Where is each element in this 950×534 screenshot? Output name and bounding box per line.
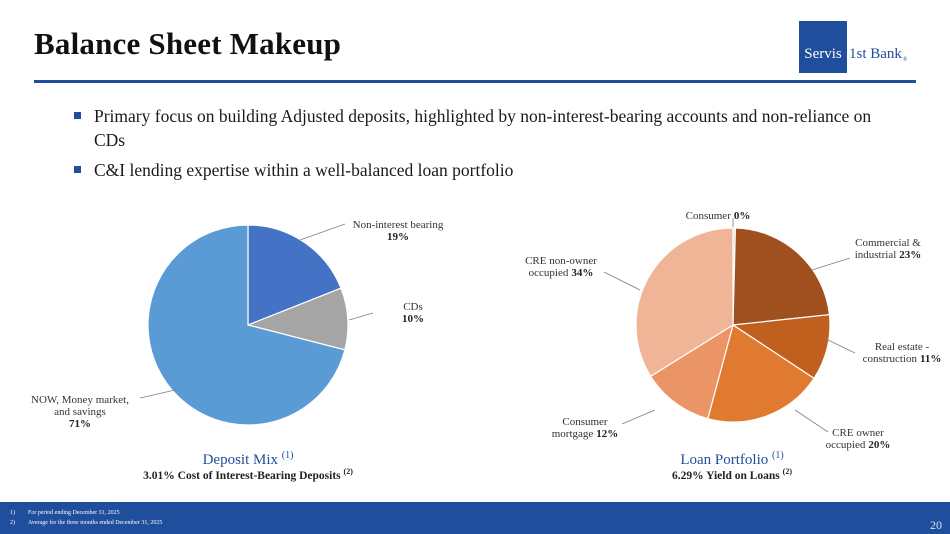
loan-portfolio-title-text: Loan Portfolio: [680, 452, 769, 468]
deposit-mix-title-text: Deposit Mix: [202, 452, 278, 468]
loan-portfolio-subtitle-note: (2): [782, 467, 792, 476]
slice-label: CRE non-owner occupied 34%: [525, 255, 597, 279]
leader-line: [349, 313, 373, 320]
loan-portfolio-subtitle: [632, 467, 832, 482]
leader-line: [828, 340, 855, 353]
logo-mark: ®: [902, 57, 908, 63]
slice-label: CDs 10%: [402, 301, 424, 325]
slice-label: Real estate -construction 11%: [862, 341, 942, 365]
loan-portfolio-title-note: (1): [771, 450, 784, 461]
logo-name: 1st Bank: [849, 46, 902, 62]
loan-portfolio-pie: [525, 210, 941, 451]
footnote-number: 2): [10, 520, 15, 526]
deposit-mix-title-note: (1): [281, 450, 294, 461]
deposit-mix-subtitle-text: 3.01% Cost of Interest-Bearing Deposits: [143, 469, 341, 482]
footnote-number: 1): [10, 510, 15, 516]
leader-line: [300, 224, 345, 240]
footnote: [10, 510, 120, 516]
leader-line: [140, 390, 175, 398]
bullet-item: C&I lending expertise within a well-balanced loan portfolio: [74, 158, 874, 182]
footer-bar: [0, 502, 950, 534]
footnote: [10, 520, 162, 526]
deposit-mix-subtitle: [100, 467, 396, 482]
leader-line: [795, 410, 828, 432]
leader-line: [812, 258, 850, 270]
deposit-mix-subtitle-note: (2): [343, 467, 353, 476]
slice-label: Consumer mortgage 12%: [551, 416, 619, 440]
pie-slice: [733, 228, 829, 325]
footnote-text: For period ending December 31, 2025: [28, 510, 120, 516]
deposit-mix-pie: [31, 219, 444, 430]
footnote-text: Average for the three months ended December 31, 2025: [28, 520, 163, 526]
loan-portfolio-subtitle-text: 6.29% Yield on Loans: [672, 469, 780, 482]
page-title: Balance Sheet Makeup: [34, 26, 342, 61]
leader-line: [604, 272, 640, 290]
page-number: 20: [930, 518, 942, 532]
logo-box: Servis: [799, 21, 847, 73]
leader-line: [622, 410, 655, 424]
bullet-item: Primary focus on building Adjusted deposits, highlighted by non-interest-bearing accounts and non-reliance on CDs: [74, 104, 874, 152]
slice-label: Non-interest bearing 19%: [352, 219, 444, 243]
slice-label: Commercial & industrial 23%: [854, 237, 922, 261]
slice-label: NOW, Money market, and savings 71%: [31, 394, 129, 430]
slice-label: CRE owner occupied 20%: [825, 427, 891, 451]
slice-label: Consumer 0%: [685, 210, 751, 222]
